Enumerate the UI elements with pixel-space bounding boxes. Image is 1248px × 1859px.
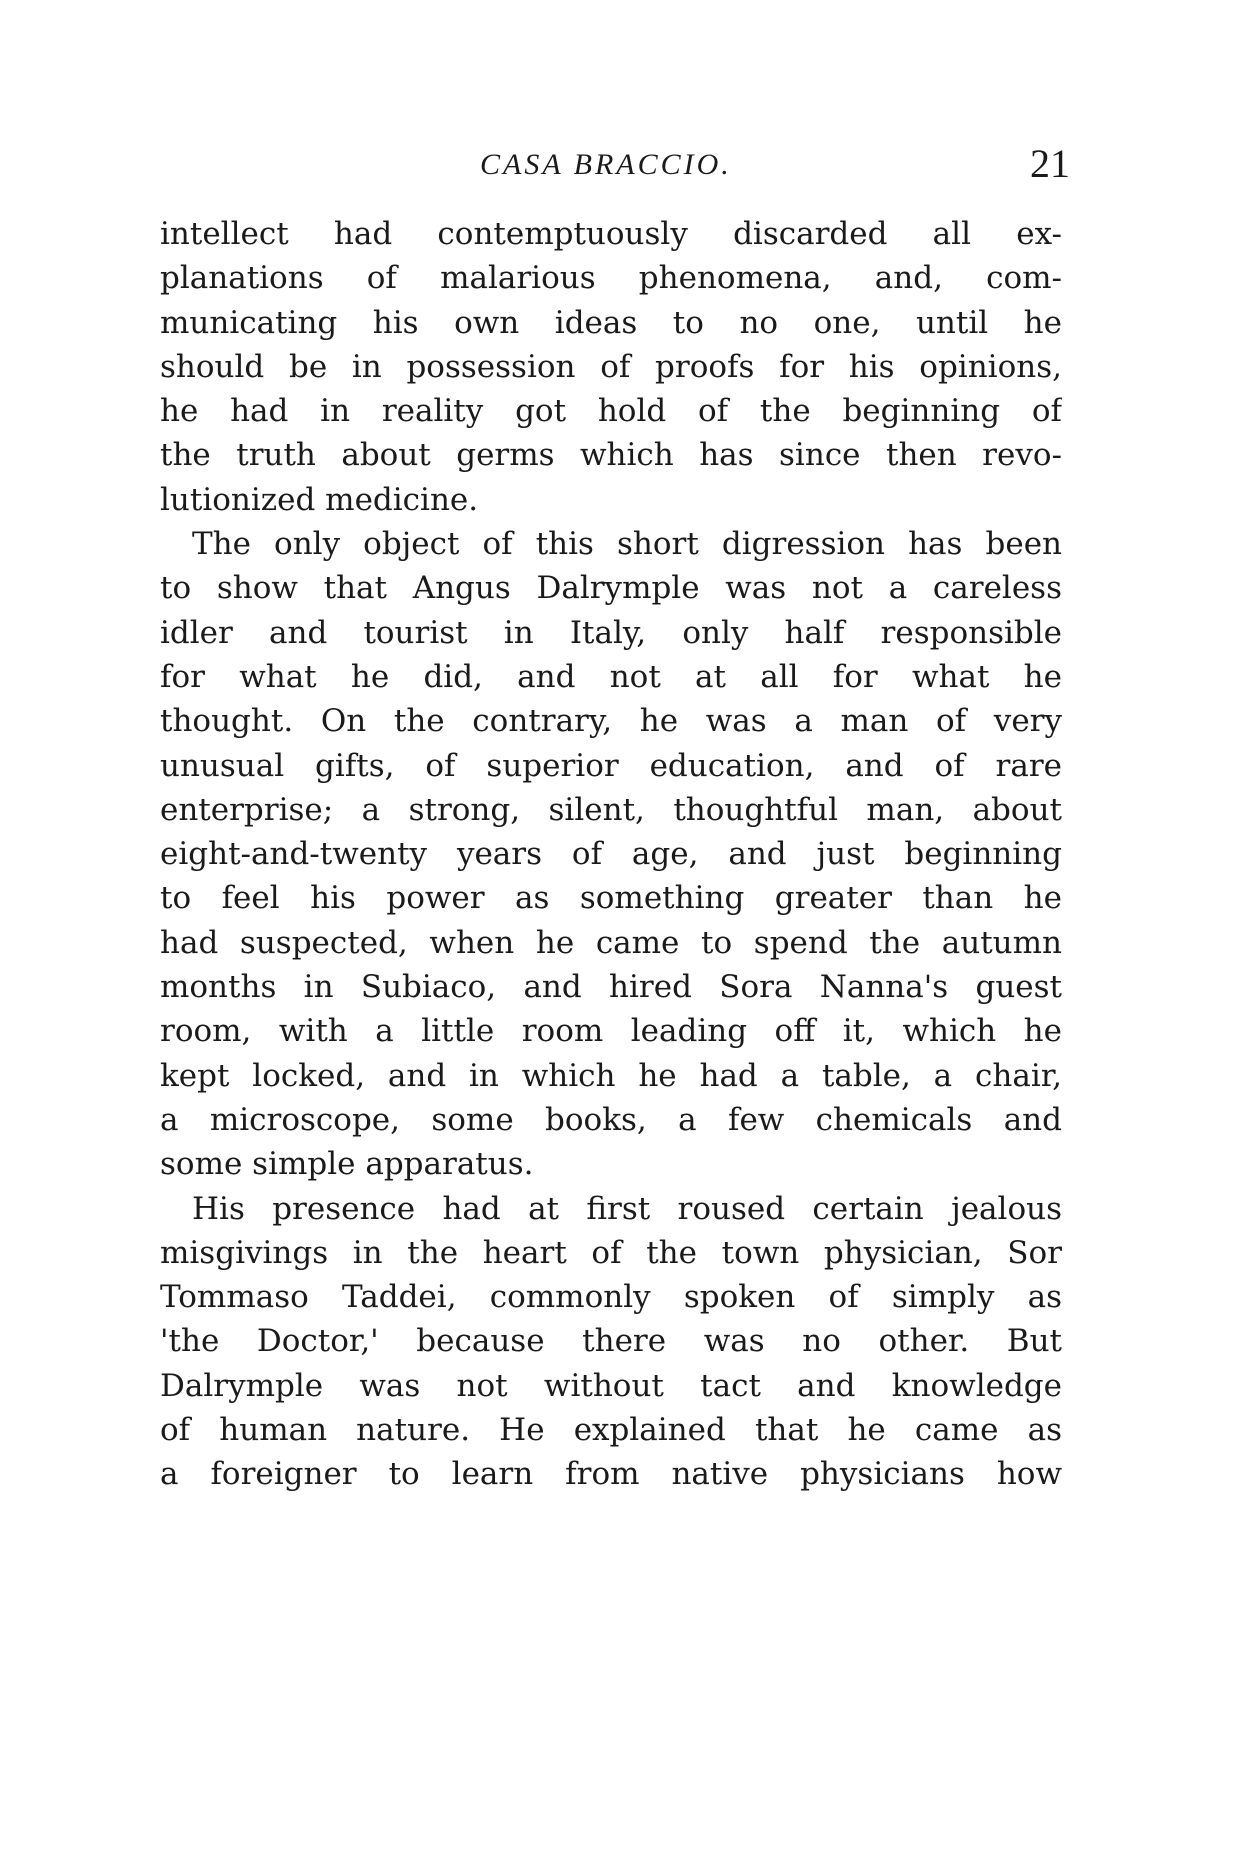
text-line: a foreigner to learn from native physicians how	[160, 1456, 1062, 1493]
text-line: months in Subiaco, and hired Sora Nanna's guest	[160, 969, 1062, 1006]
text-line: idler and tourist in Italy, only half responsible	[160, 614, 1062, 651]
text-line: Tommaso Taddei, commonly spoken of simply as	[160, 1279, 1062, 1316]
paragraph-2	[160, 522, 1062, 1186]
text-line: The only object of this short digression has been	[192, 526, 1062, 563]
text-line: room, with a little room leading off it, which he	[160, 1013, 1062, 1050]
running-head	[0, 140, 1248, 200]
text-line: kept locked, and in which he had a table, a chair,	[160, 1057, 1062, 1094]
text-line: 'the Doctor,' because there was no other. But	[160, 1323, 1062, 1360]
text-line: some simple apparatus.	[160, 1146, 534, 1183]
text-line: planations of malarious phenomena, and, com-	[160, 260, 1062, 297]
text-line: he had in reality got hold of the beginning of	[160, 393, 1062, 430]
text-line: to feel his power as something greater than he	[160, 880, 1062, 917]
text-line: for what he did, and not at all for what he	[160, 658, 1062, 695]
text-line: enterprise; a strong, silent, thoughtful man, about	[160, 791, 1062, 828]
text-line: the truth about germs which has since then revo-	[160, 437, 1062, 474]
text-line: lutionized medicine.	[160, 481, 479, 518]
text-line: intellect had contemptuously discarded all ex-	[160, 216, 1062, 252]
paragraph-1	[160, 212, 1062, 522]
text-line: thought. On the contrary, he was a man of very	[160, 703, 1062, 740]
page-number: 21	[1030, 141, 1070, 186]
text-line: should be in possession of proofs for his opinions,	[160, 348, 1062, 385]
text-line: misgivings in the heart of the town physician, Sor	[160, 1234, 1062, 1271]
running-title: CASA BRACCIO.	[480, 148, 732, 181]
body-text	[160, 212, 1062, 1497]
text-line: His presence had at first roused certain jealous	[192, 1190, 1062, 1227]
text-line: had suspected, when he came to spend the autumn	[160, 924, 1062, 961]
text-line: to show that Angus Dalrymple was not a careless	[160, 570, 1062, 607]
text-line: eight-and-twenty years of age, and just beginning	[160, 836, 1062, 873]
text-line: of human nature. He explained that he came as	[160, 1412, 1062, 1449]
text-line: municating his own ideas to no one, until he	[160, 304, 1062, 341]
text-line: Dalrymple was not without tact and knowledge	[160, 1367, 1062, 1404]
text-line: a microscope, some books, a few chemicals and	[160, 1101, 1062, 1138]
paragraph-3	[160, 1187, 1062, 1497]
text-line: unusual gifts, of superior education, and of rare	[160, 747, 1062, 784]
